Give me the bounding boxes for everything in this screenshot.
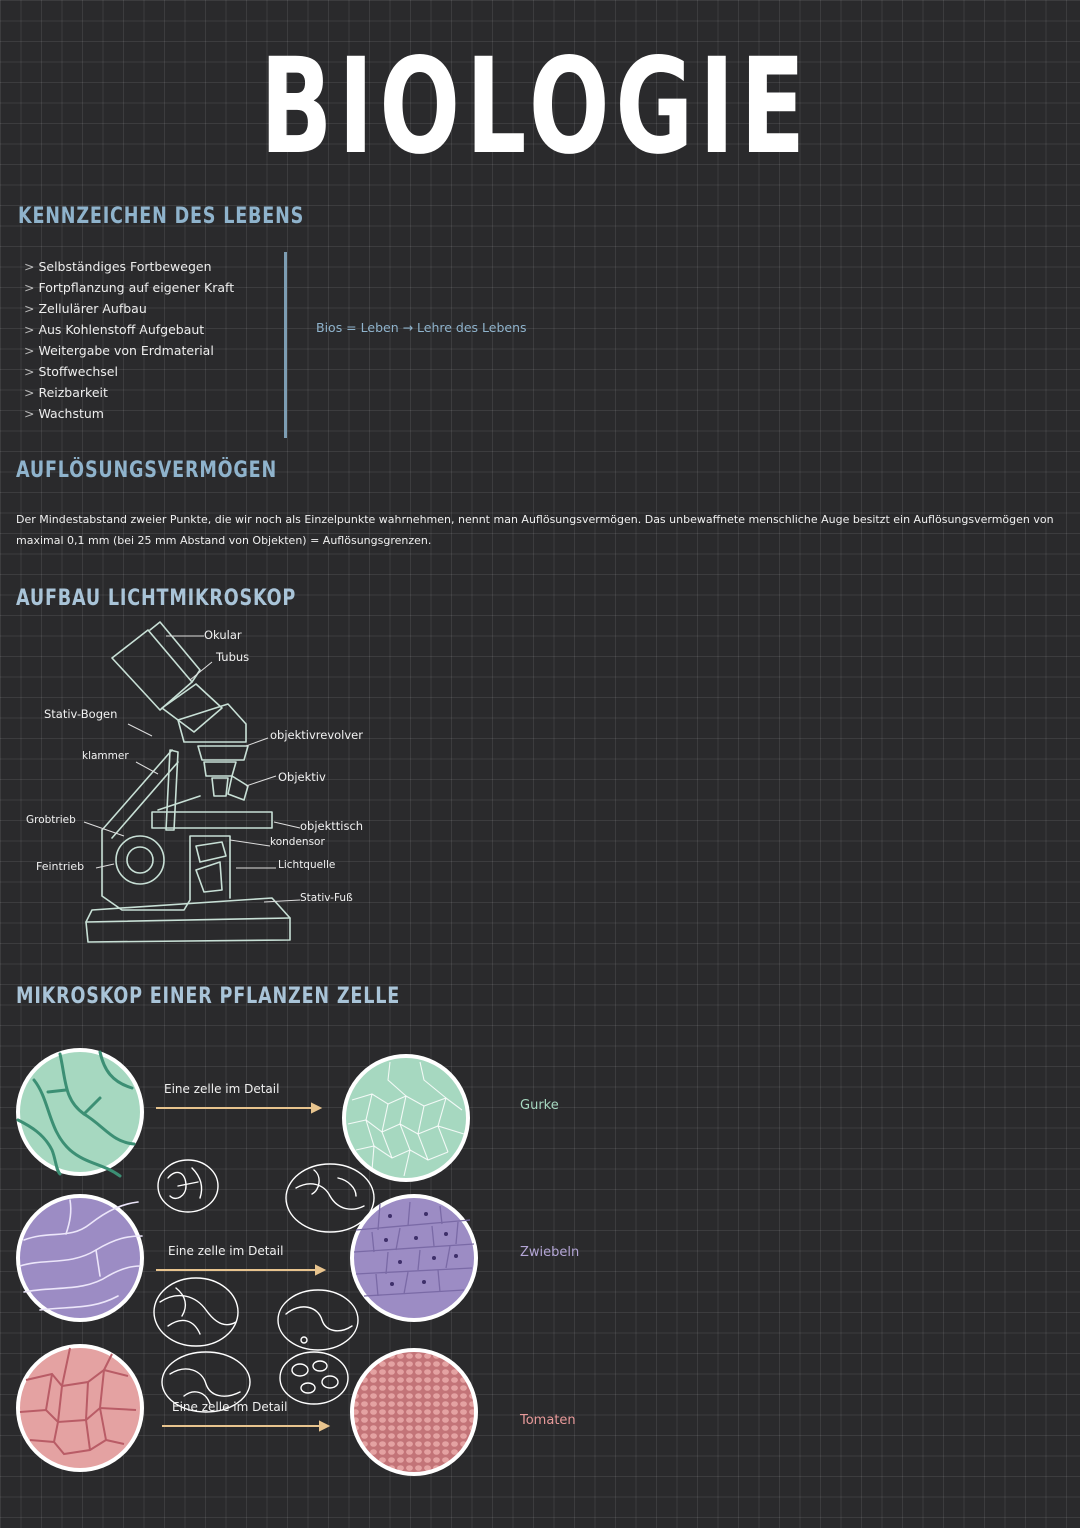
label-zwiebeln: Zwiebeln [520, 1245, 580, 1260]
label-feintrieb: Feintrieb [36, 860, 85, 873]
label-klammer: klammer [82, 750, 129, 762]
list-item: > Selbständiges Fortbewegen [24, 256, 234, 277]
label-objektivrevolver: objektivrevolver [270, 728, 363, 742]
detail-label-gurke: Eine zelle im Detail [164, 1082, 280, 1096]
label-lichtquelle: Lichtquelle [278, 859, 336, 871]
label-grobtrieb: Grobtrieb [26, 814, 76, 826]
page-title: BIOLOGIE [260, 30, 811, 184]
divider [284, 252, 287, 438]
list-item: > Aus Kohlenstoff Aufgebaut [24, 319, 234, 340]
list-item: > Wachstum [24, 403, 234, 424]
heading-aufloesung: AUFLÖSUNGSVERMÖGEN [16, 458, 278, 483]
label-objektiv: Objektiv [278, 770, 326, 784]
detail-sketches [154, 1160, 374, 1412]
okular-shape [112, 630, 192, 710]
cell-zwiebel-high [352, 1196, 476, 1320]
list-item: > Stoffwechsel [24, 361, 234, 382]
heading-kennzeichen: KENNZEICHEN DES LEBENS [18, 204, 305, 229]
cell-zwiebel-low [18, 1196, 142, 1320]
kennzeichen-list [24, 256, 234, 424]
cell-tomate-low [18, 1346, 142, 1470]
cells-drawing [0, 1040, 500, 1500]
cell-gurke-low [18, 1050, 142, 1176]
microscope-drawing [0, 600, 420, 960]
detail-label-zwiebel: Eine zelle im Detail [168, 1244, 284, 1258]
detail-label-tomate: Eine zelle im Detail [172, 1400, 288, 1414]
label-okular: Okular [204, 628, 242, 642]
list-item: > Reizbarkeit [24, 382, 234, 403]
cell-gurke-high [344, 1056, 468, 1180]
label-tomaten: Tomaten [520, 1413, 576, 1428]
heading-mikroskop: AUFBAU LICHTMIKROSKOP [16, 586, 297, 611]
label-objekttisch: objekttisch [300, 819, 364, 833]
cell-tomate-high [352, 1350, 476, 1474]
label-stativ-fuss: Stativ-Fuß [300, 892, 353, 904]
list-item: > Weitergabe von Erdmaterial [24, 340, 234, 361]
heading-pflanzenzelle: MIKROSKOP EINER PFLANZEN ZELLE [16, 984, 401, 1009]
aufloesung-text: Der Mindestabstand zweier Punkte, die wir noch als Einzelpunkte wahrnehmen, nennt man Auflösungsvermögen. Das unbewaffnete menschliche Auge besitzt ein Auflösungsvermögen von maximal 0,1 mm (bei 25 mm Abstand von Objekten) = Auflösungsgrenzen. [16, 513, 1054, 547]
bios-note: Bios = Leben → Lehre des Lebens [316, 320, 527, 335]
label-kondensor: kondensor [270, 836, 325, 848]
list-item: > Fortpflanzung auf eigener Kraft [24, 277, 234, 298]
label-tubus: Tubus [216, 650, 250, 664]
label-gurke: Gurke [520, 1098, 559, 1113]
label-stativ-bogen: Stativ-Bogen [44, 707, 118, 721]
list-item: > Zellulärer Aufbau [24, 298, 234, 319]
